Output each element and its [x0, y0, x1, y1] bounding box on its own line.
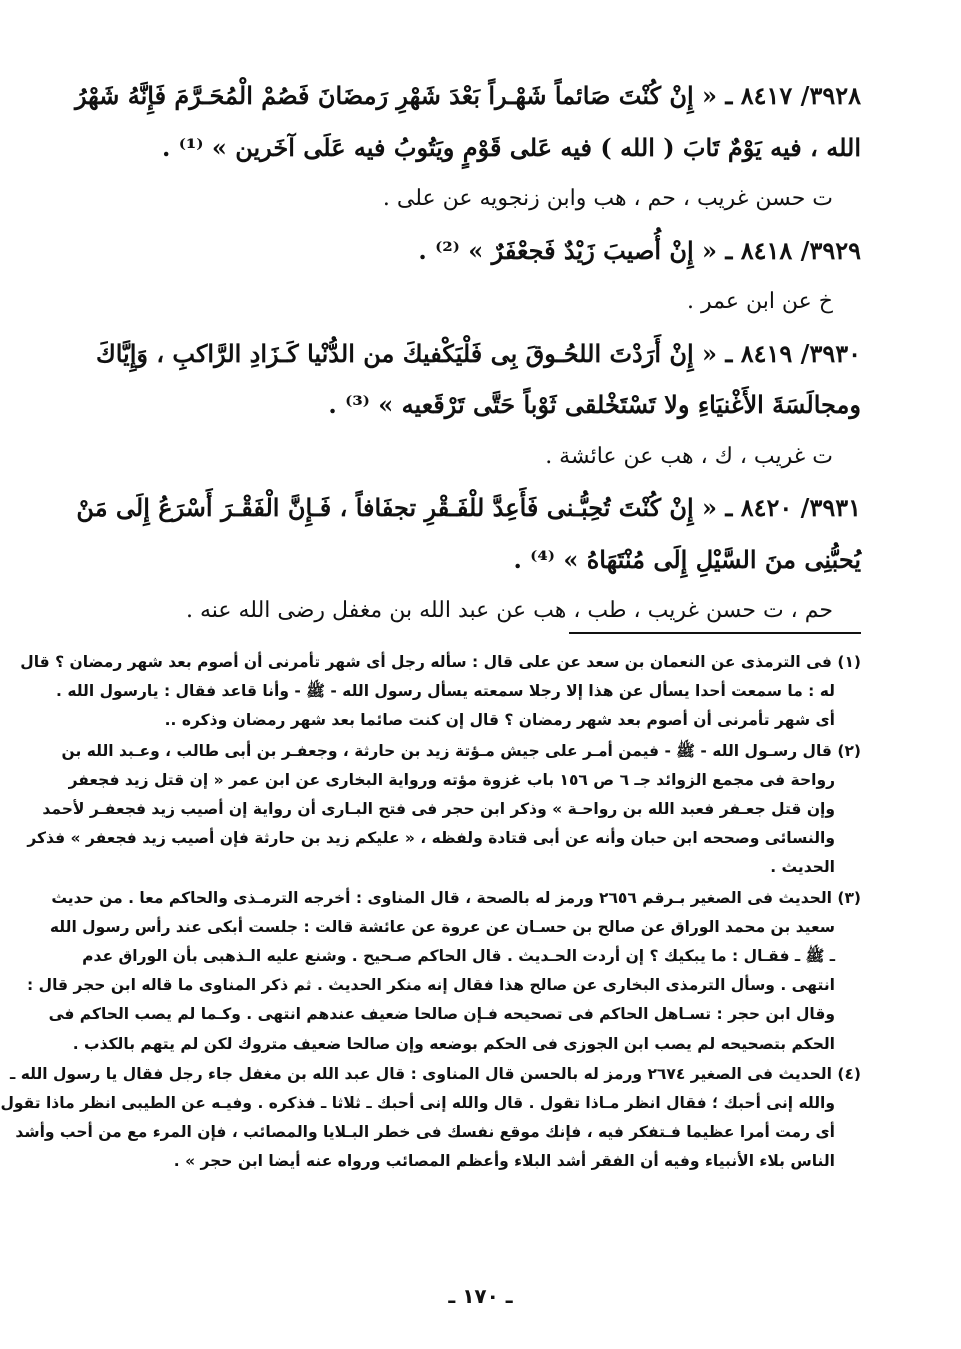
footnote-line: أى رمت أمرا عظيما فـتفكر فيه ، فإنك موقع نفسك فى خطر البـلايا والمصائب ، فإن المرء مع من أحب وأشد: [15, 1123, 835, 1142]
footnote-line: والله إنى أحبك ؛ فقال انظر مـاذا تقول . قال والله إنى أحبك ـ ثلاثا ـ فذكره . وفيـه عن الطيبى انظر ماذا تقول: [0, 1094, 835, 1113]
footnote-line: أى شهر تأمرنى أن أصوم بعد شهر رمضان ؟ قال إن كنت صائما بعد شهر رمضان وذكره ..: [164, 711, 835, 730]
footnote-line: الحكم بتصحيحه لم يصب ابن الجوزى فى الحكم بوضعه وإن صالحا ضعيف متروك لكن لم يتهم بالكذب .: [72, 1034, 835, 1053]
footnote-line: (٢) قال رسـول الله - ﷺ - فيمن أمـر على جيش مـؤتة زيد بن حارثة ، وجعفـر بن أبى طالب ، وعـبد الله بن: [61, 741, 861, 760]
hadith-3928-source: ت حسن غريب ، حم ، هب وابن زنجويه عن على .: [382, 186, 833, 211]
footnotes: [0, 648, 861, 1178]
main-text: [74, 70, 861, 637]
footnote-line: (٤) الحديث فى الصغير ٢٦٧٤ ورمز له بالحسن قال المناوى : قال عبد الله بن مغفل جاء رجل فقال يا رسول الله ـ: [10, 1064, 861, 1083]
hadith-3929-source: خ عن ابن عمر .: [686, 289, 833, 314]
footnote-divider: [569, 632, 861, 634]
footnote-line: الحديث .: [770, 858, 835, 877]
page-number: ـ ١٧٠ ـ: [448, 1284, 513, 1308]
hadith-3931-line-1: ٣٩٣١/ ٨٤٢٠ ـ « إِنْ كُنْتَ تُحِبُّـنى فَأَعِدَّ للْفَـقْرِ تجفَافاً ، فَـإِنَّ الْفَقْـرَ أَسْرَعُ إِلَى مَنْ: [76, 493, 861, 522]
footnote-line: رواحة فى مجمع الزوائد جـ ٦ ص ١٥٦ باب غزوة مؤته ورواية البخارى عن ابن عمر « إن قتل زيد فجعفر: [68, 770, 835, 789]
footnote-line: سعيد بن محمد الوراق عن صالح بن حسـان عن عروة عن عائشة قالت : جلست أبكى عند رأس رسول الله: [49, 917, 835, 936]
footnote-line: انتهى . وسأل الترمذى البخارى عن صالح هذا فقال إنه منكر الحديث . ثم ذكر المناوى ما قاله ابن حجر قال :: [27, 976, 835, 995]
hadith-3928-line-1: ٣٩٢٨/ ٨٤١٧ ـ « إِنْ كُنْتَ صَائماً شَهْـراً بَعْدَ شَهْرِ رَمضَانَ فَصُمْ الْمُحَـرَّمَ فَإِنَّهُ شَهْرُ: [74, 81, 861, 110]
hadith-3930-line-2: ومجالَسَةَ الأَغْنيَاءِ ولا تَسْتَخْلقى ثَوْباً حَتَّى تَرْقَعيه » ⁽³⁾ .: [328, 390, 861, 419]
footnote-line: (١) فى الترمذى عن النعمان بن سعد عن على قال : سأله رجل أى شهر تأمرنى أن أصوم بعد شهر رمضان ؟ قال: [20, 653, 861, 671]
hadith-3931-line-2: يُحبُّنِى منَ السَّيْلِ إِلَى مُنْتَهَاهُ » ⁽⁴⁾ .: [513, 544, 861, 574]
footnote-line: وقال ابن حجر : تسـاهل الحاكم فى تصحيحه فـإن صالحا ضعيف عندهم انتهى . وكـما لم يصب الحاكم فى: [48, 1005, 835, 1024]
footnote-line: والنسائى وصححه ابن حبان وأنه عن أبى قتادة ولفظه ، « عليكم زيد بن حارثة فإن أصيب زيد فجعفر » فذكر: [27, 829, 835, 848]
hadith-3928-line-2: الله ، فيه يَوْمٌ تَابَ ( الله ) فيه عَلى قَوْمٍ ويَتُوبُ فيه عَلَى آخَرين » ⁽¹⁾ .: [162, 132, 861, 162]
footnote-line: (٣) الحديث فى الصغير بـرقم ٢٦٥٦ ورمز له بالصحة ، قال المناوى : أخرجه الترمـذى والحاكم معا . من حديث: [51, 888, 861, 907]
footnote-line: له : ما سمعت أحدا يسأل عن هذا إلا رجلا سمعته يسأل رسول الله - ﷺ - وأنا قاعد فقال : يارسول الله .: [56, 682, 835, 701]
footnote-4: [0, 1060, 861, 1177]
footnote-2: [27, 737, 861, 883]
hadith-3930-source: ت غريب ، ك ، هب عن عائشة .: [545, 443, 833, 469]
hadith-3931-source: حم ، ت حسن غريب ، طب ، هب عن عبد الله بن مغفل رضى الله عنه .: [185, 598, 833, 623]
hadith-3930-line-1: ٣٩٣٠/ ٨٤١٩ ـ « إِنْ أَرَدْتَ اللحُـوقَ بِى فَلْيَكْفيكَ من الدُّنْيا كَـزَادِ الرَّاكبِ ، وَإِيَّاكَ: [95, 338, 861, 368]
footnote-line: الناس بلاء الأنبياء وفيه أن الفقر أشد البلاء وأعظم المصائب ورواه عنه أيضا ابن حجر » .: [173, 1152, 835, 1171]
hadith-3929: ٣٩٢٩/ ٨٤١٨ ـ « إِنْ أُصيبَ زَيْدٌ فَجعْفَرٌ » ⁽²⁾ .: [418, 235, 861, 265]
footnote-1: [20, 648, 861, 736]
footnote-line: ـ ﷺ ـ فقـال : ما يبكيك ؟ إن أردت الحـديث . قال الحاكم صـحيح . وشنع عليه الـذهبى بأن الوراق عدم: [82, 947, 835, 966]
footnote-line: وإن قتل جعـفر فعبد الله بن رواحـة » وذكر ابن حجر فى فتح البـارى أن رواية إن أصيب زيد فجعفـر لأحمد: [42, 800, 835, 819]
footnote-3: [27, 884, 861, 1059]
